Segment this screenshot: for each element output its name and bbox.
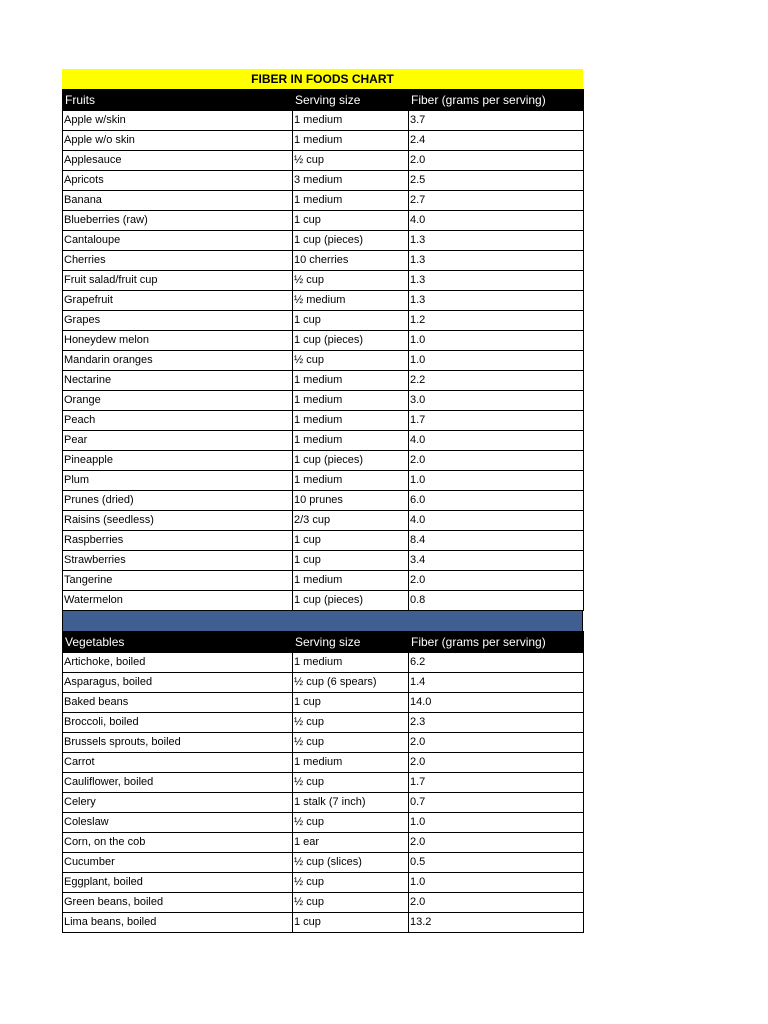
fiber-grams: 1.0 [409,331,584,351]
fiber-grams: 2.0 [409,753,584,773]
food-name: Watermelon [63,591,293,611]
serving-size: 1 cup [293,211,409,231]
vegetables-table [62,631,584,933]
fiber-grams: 0.8 [409,591,584,611]
food-name: Lima beans, boiled [63,913,293,933]
table-row [63,551,584,571]
food-name: Mandarin oranges [63,351,293,371]
table-row [63,813,584,833]
table-row [63,371,584,391]
serving-size: 1 cup (pieces) [293,231,409,251]
food-name: Plum [63,471,293,491]
fiber-grams: 3.7 [409,111,584,131]
fiber-grams: 6.2 [409,653,584,673]
food-name: Orange [63,391,293,411]
fiber-grams: 2.2 [409,371,584,391]
serving-size: 1 medium [293,431,409,451]
serving-size: ½ cup [293,151,409,171]
fiber-grams: 4.0 [409,211,584,231]
serving-size: 1 cup [293,551,409,571]
serving-size: 1 cup [293,913,409,933]
fiber-grams: 1.0 [409,471,584,491]
table-row [63,331,584,351]
fruits-table [62,89,584,611]
table-row [63,913,584,933]
fiber-grams: 2.0 [409,733,584,753]
serving-size: 1 cup (pieces) [293,591,409,611]
fiber-grams: 2.0 [409,151,584,171]
food-name: Corn, on the cob [63,833,293,853]
fiber-grams: 13.2 [409,913,584,933]
table-row [63,893,584,913]
table-row [63,531,584,551]
table-row [63,211,584,231]
food-name: Green beans, boiled [63,893,293,913]
fiber-grams: 1.7 [409,773,584,793]
table-row [63,191,584,211]
table-row [63,351,584,371]
table-row [63,873,584,893]
serving-size: 1 stalk (7 inch) [293,793,409,813]
food-name: Baked beans [63,693,293,713]
food-name: Broccoli, boiled [63,713,293,733]
food-name: Cantaloupe [63,231,293,251]
serving-size: 1 medium [293,191,409,211]
fiber-grams: 2.0 [409,833,584,853]
table-row [63,713,584,733]
serving-size: 1 medium [293,753,409,773]
fiber-grams: 2.4 [409,131,584,151]
serving-size: ½ cup [293,733,409,753]
fiber-grams: 3.4 [409,551,584,571]
serving-size: 1 cup (pieces) [293,331,409,351]
fiber-grams: 2.0 [409,893,584,913]
food-name: Coleslaw [63,813,293,833]
food-name: Grapefruit [63,291,293,311]
serving-size: 1 medium [293,653,409,673]
fruits-header-food: Fruits [63,90,293,111]
serving-size: 1 medium [293,131,409,151]
fiber-grams: 3.0 [409,391,584,411]
fiber-grams: 1.3 [409,231,584,251]
food-name: Cherries [63,251,293,271]
food-name: Honeydew melon [63,331,293,351]
table-row [63,311,584,331]
food-name: Apple w/skin [63,111,293,131]
food-name: Peach [63,411,293,431]
table-row [63,271,584,291]
serving-size: ½ cup [293,773,409,793]
table-row [63,793,584,813]
serving-size: ½ medium [293,291,409,311]
serving-size: ½ cup (slices) [293,853,409,873]
food-name: Raspberries [63,531,293,551]
fiber-grams: 1.4 [409,673,584,693]
table-row [63,391,584,411]
table-row [63,591,584,611]
table-row [63,171,584,191]
fiber-grams: 1.3 [409,291,584,311]
serving-size: 1 medium [293,111,409,131]
table-row [63,733,584,753]
fiber-grams: 6.0 [409,491,584,511]
food-name: Pear [63,431,293,451]
fiber-grams: 2.0 [409,571,584,591]
food-name: Strawberries [63,551,293,571]
serving-size: ½ cup [293,271,409,291]
fiber-grams: 1.7 [409,411,584,431]
table-row [63,773,584,793]
fruits-header-fiber: Fiber (grams per serving) [409,90,584,111]
serving-size: 10 cherries [293,251,409,271]
food-name: Pineapple [63,451,293,471]
serving-size: 1 cup [293,311,409,331]
serving-size: 1 medium [293,411,409,431]
fiber-grams: 2.3 [409,713,584,733]
fiber-grams: 1.3 [409,251,584,271]
food-name: Apple w/o skin [63,131,293,151]
serving-size: 1 ear [293,833,409,853]
serving-size: ½ cup [293,873,409,893]
table-row [63,471,584,491]
serving-size: ½ cup [293,813,409,833]
food-name: Raisins (seedless) [63,511,293,531]
food-name: Fruit salad/fruit cup [63,271,293,291]
serving-size: 1 medium [293,471,409,491]
serving-size: 2/3 cup [293,511,409,531]
table-row [63,431,584,451]
food-name: Carrot [63,753,293,773]
fiber-grams: 14.0 [409,693,584,713]
food-name: Applesauce [63,151,293,171]
food-name: Tangerine [63,571,293,591]
food-name: Cauliflower, boiled [63,773,293,793]
serving-size: ½ cup [293,351,409,371]
table-row [63,411,584,431]
fiber-grams: 0.5 [409,853,584,873]
fiber-grams: 1.2 [409,311,584,331]
table-row [63,511,584,531]
serving-size: 10 prunes [293,491,409,511]
food-name: Artichoke, boiled [63,653,293,673]
food-name: Eggplant, boiled [63,873,293,893]
food-name: Grapes [63,311,293,331]
food-name: Banana [63,191,293,211]
food-name: Nectarine [63,371,293,391]
table-row [63,131,584,151]
table-row [63,291,584,311]
serving-size: ½ cup [293,893,409,913]
fiber-chart-sheet [62,69,583,933]
fiber-grams: 4.0 [409,431,584,451]
serving-size: 1 cup [293,693,409,713]
table-row [63,673,584,693]
serving-size: ½ cup [293,713,409,733]
serving-size: 1 medium [293,371,409,391]
table-row [63,571,584,591]
vegetables-header-fiber: Fiber (grams per serving) [409,632,584,653]
table-row [63,251,584,271]
table-row [63,151,584,171]
table-row [63,693,584,713]
fiber-grams: 0.7 [409,793,584,813]
fiber-grams: 2.0 [409,451,584,471]
table-row [63,653,584,673]
food-name: Apricots [63,171,293,191]
fiber-grams: 4.0 [409,511,584,531]
serving-size: 1 cup (pieces) [293,451,409,471]
chart-title: FIBER IN FOODS CHART [62,69,583,89]
serving-size: 1 medium [293,571,409,591]
table-row [63,111,584,131]
fiber-grams: 1.0 [409,813,584,833]
food-name: Celery [63,793,293,813]
section-divider [62,611,583,631]
fiber-grams: 2.7 [409,191,584,211]
table-row [63,491,584,511]
vegetables-header-serving: Serving size [293,632,409,653]
fiber-grams: 2.5 [409,171,584,191]
table-row [63,833,584,853]
fruits-header-serving: Serving size [293,90,409,111]
food-name: Prunes (dried) [63,491,293,511]
vegetables-header-row [63,632,584,653]
fiber-grams: 1.0 [409,873,584,893]
food-name: Cucumber [63,853,293,873]
table-row [63,753,584,773]
table-row [63,451,584,471]
food-name: Asparagus, boiled [63,673,293,693]
serving-size: 1 medium [293,391,409,411]
serving-size: 1 cup [293,531,409,551]
food-name: Brussels sprouts, boiled [63,733,293,753]
fiber-grams: 8.4 [409,531,584,551]
vegetables-header-food: Vegetables [63,632,293,653]
food-name: Blueberries (raw) [63,211,293,231]
fruits-header-row [63,90,584,111]
serving-size: ½ cup (6 spears) [293,673,409,693]
fiber-grams: 1.0 [409,351,584,371]
table-row [63,231,584,251]
table-row [63,853,584,873]
fiber-grams: 1.3 [409,271,584,291]
serving-size: 3 medium [293,171,409,191]
